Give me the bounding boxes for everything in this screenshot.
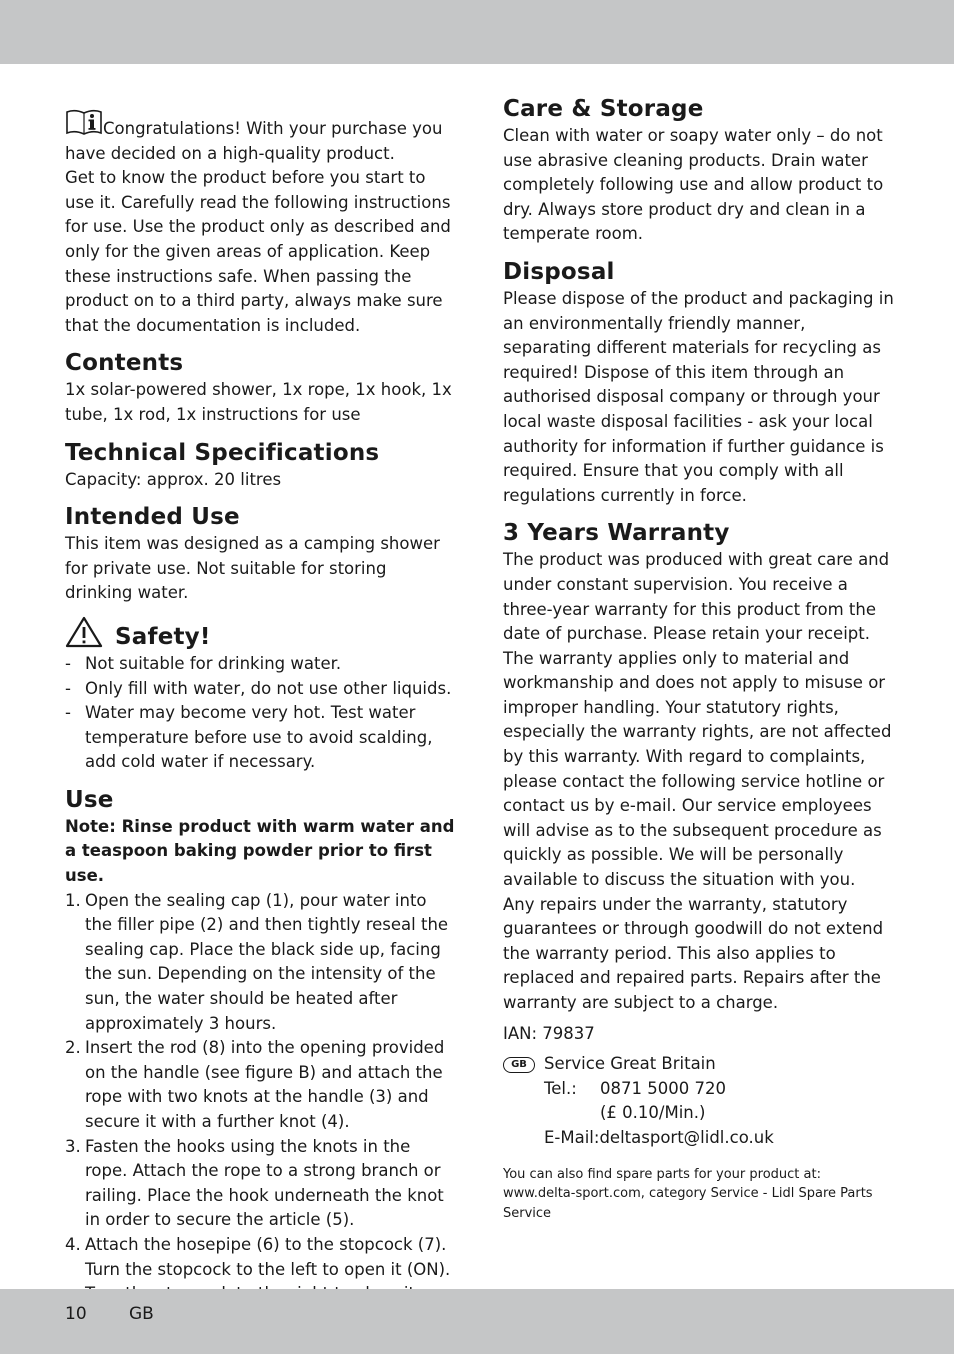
warranty-paragraph-2: The warranty applies only to material and workmanship and does not apply to misuse or improper handling. Your statutory rights, especially the warranty rights, are not affected by this warranty. With regard to complaints, please contact the following service hotline or contact us by e-mail. Our service employees will advise as to the subsequent procedure as quickly as possible. We will be personally available to discuss the situation with you. <box>503 648 892 890</box>
use-heading: Use <box>65 786 114 813</box>
step-text: Open the sealing cap (1), pour water into the filler pipe (2) and then tightly reseal the sealing cap. Place the black side up, facing the sun. Depending on the intensity of the sun, the water should be heated after approximately 3 hours. <box>85 890 449 1033</box>
safety-heading: Safety! <box>115 623 211 650</box>
intro-text-1: Congratulations! With your purchase you have decided on a high-quality product. <box>65 119 443 163</box>
step-number: 3. <box>65 1136 81 1156</box>
care-text: Clean with water or soapy water only – do not use abrasive cleaning products. Drain water completely following use and allow product to dry. Always store product dry and clean in a temperate room. <box>503 126 884 244</box>
safety-item: - Water may become very hot. Test water temperature before use to avoid scalding, add cold water if necessary. <box>65 701 457 775</box>
step-text: Attach the hosepipe (6) to the stopcock (7). Turn the stopcock to the left to open it (ON). <box>85 1234 451 1279</box>
safety-list <box>65 652 457 775</box>
warranty-paragraph-3: Any repairs under the warranty, statutory guarantees or through goodwill do not extend the warranty period. This also applies to replaced and repaired parts. Repairs after the warranty are subject to a charge. <box>503 894 884 1012</box>
spare-parts-text: You can also find spare parts for your product at: www.delta-sport.com, category Service - Lidl Spare Parts Service <box>503 1166 873 1221</box>
step-number: 1. <box>65 890 81 910</box>
service-tel-row <box>544 1077 895 1102</box>
use-step <box>65 1036 457 1134</box>
intro-paragraph <box>65 108 457 166</box>
use-step <box>65 889 457 1037</box>
intro-text-2: Get to know the product before you start to use it. Carefully read the following instructions for use. Use the product only as described and only for the given areas of application. Keep these instructions safe. When passing the product on to a third party, always make sure that the documentation is included. <box>65 168 451 335</box>
use-step <box>65 1135 457 1233</box>
tech-specs-heading: Technical Specifications <box>65 439 380 466</box>
care-heading: Care & Storage <box>503 96 704 122</box>
info-manual-icon <box>65 108 103 136</box>
service-name: Service Great Britain <box>544 1054 716 1074</box>
use-steps <box>65 889 457 1332</box>
tel-label: Tel.: <box>544 1078 577 1098</box>
header-bar <box>0 0 954 64</box>
left-column <box>65 108 457 1331</box>
gb-country-badge: GB <box>503 1057 535 1073</box>
service-email[interactable]: E-Mail:deltasport@lidl.co.uk <box>544 1127 774 1147</box>
tel-rate: (£ 0.10/Min.) <box>600 1103 706 1123</box>
intended-use-heading: Intended Use <box>65 504 240 531</box>
disposal-heading: Disposal <box>503 258 615 285</box>
page-number: 10 <box>65 1304 87 1324</box>
tech-specs-text: Capacity: approx. 20 litres <box>65 469 282 489</box>
step-number: 4. <box>65 1234 81 1254</box>
step-text: Insert the rod (8) into the opening provided on the handle (see figure B) and attach the rope with two knots at the handle (3) and secure it with a further knot (4). <box>85 1038 445 1131</box>
safety-heading-row <box>65 616 457 652</box>
contents-text: 1x solar-powered shower, 1x rope, 1x hook, 1x tube, 1x rod, 1x instructions for use <box>65 380 452 424</box>
service-block <box>503 1052 895 1150</box>
contents-heading: Contents <box>65 350 184 377</box>
use-note: Note: Rinse product with warm water and a teaspoon baking powder prior to first use. <box>65 816 455 886</box>
tel-number: 0871 5000 720 <box>600 1078 726 1098</box>
step-text: Fasten the hooks using the knots in the rope. Attach the rope to a strong branch or railing. Place the hook underneath the knot in order to secure the article (5). <box>85 1136 444 1230</box>
right-column <box>503 94 895 1223</box>
ian-number: IAN: 79837 <box>503 1023 595 1043</box>
safety-item: - Only fill with water, do not use other liquids. <box>65 677 457 702</box>
disposal-text: Please dispose of the product and packaging in an environmentally friendly manner, separating different materials for recycling as required! Dispose of this item through an authorised disposal company or through your local waste disposal facilities - ask your local authority for information if further guidance is required. Ensure that you comply with all regulations currently in force. <box>503 288 894 505</box>
step-number: 2. <box>65 1038 81 1058</box>
footer-language: GB <box>129 1304 154 1324</box>
warranty-heading: 3 Years Warranty <box>503 520 730 547</box>
warning-triangle-icon <box>65 616 103 648</box>
warranty-paragraph-1: The product was produced with great care and under constant supervision. You receive a three-year warranty for this product from the date of purchase. Please retain your receipt. <box>503 550 890 644</box>
safety-item: - Not suitable for drinking water. <box>65 652 457 677</box>
intended-use-text: This item was designed as a camping shower for private use. Not suitable for storing drinking water. <box>65 534 440 603</box>
